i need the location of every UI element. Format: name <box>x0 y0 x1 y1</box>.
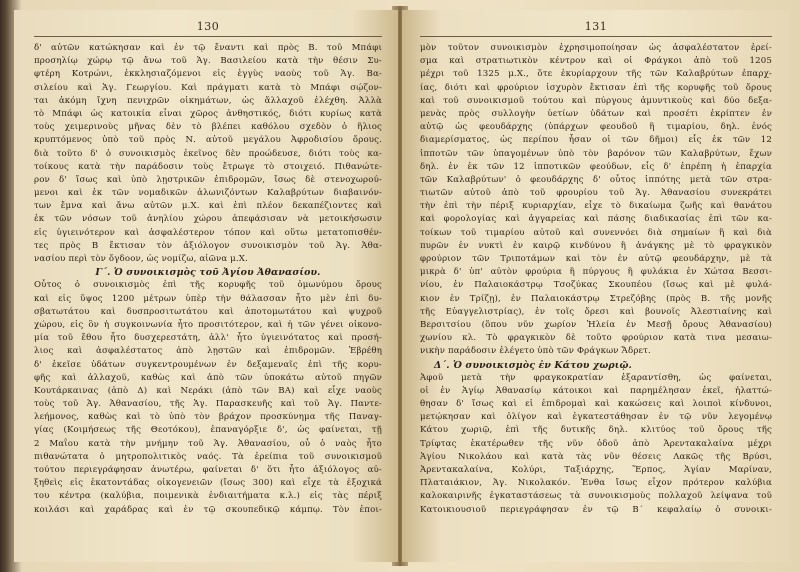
page-number-right: 131 <box>584 20 608 33</box>
text-line: κοιλάσι καὶ χαράδρας καὶ ἐν τῷ σκουπεδικῷ κάμπῳ. Τὸν ἐποι- <box>34 504 382 515</box>
text-line: μὸν τοῦτον συνοικισμὸν ἐχρησιμοποίησαν ὡς ἀσφαλέστατον ἐρεί- <box>420 43 772 53</box>
text-line: νίου, ἐν Παλαιοκάστρῳ Τσοζύκας Σκουπέου (ἴσως καὶ μὲ φυλά- <box>420 280 772 291</box>
text-line: Οὗτος ὁ συνοικισμὸς ἐπὶ τῆς κορυφῆς τοῦ ὁμωνύμου ὄρους <box>34 280 382 291</box>
text-line: χώρου, εἰς ὃν ἡ συγκοινωνία ἦτο προσιτότερον, καὶ ἡ τῶν γένει οἰκονο- <box>34 319 382 330</box>
text-line: φῆς καὶ ἀλλαχοῦ, καθὼς καὶ ἀπὸ τῶν ὑποκάτω αὐτοῦ πηγῶν <box>34 372 382 383</box>
text-line: καὶ τοῦ συνοικισμοῦ τούτου καὶ πύργους ἀμυντικοὺς καὶ δύο δεξα- <box>420 95 772 106</box>
text-line: οἱ ἐν Ἁγίῳ Ἀθανασίῳ κάτοικοι καὶ παρημέλησαν ἐκεῖ, ἠλαττώ- <box>420 385 772 396</box>
left-page <box>14 10 398 562</box>
text-line: Κουτάρκαινας (ἀπὸ Δ) καὶ Νεράκι (ἀπὸ τῶν ΒΑ) καὶ εἶχε ναοὺς <box>34 385 382 396</box>
text-line: των ἔμνα καὶ ἄνω αὐτῶν μ.Χ. καὶ ἐπὶ πλέον δεκαπέζιοντες καὶ <box>34 201 382 212</box>
text-line: Ἀρεντακαλαίνα, Κολύρι, Ταξιάρχης, Ἕρπος, Ἁγίαν Μαρίναν, <box>420 465 772 475</box>
text-line: λιος καὶ ἀσφαλέστατος ἀπὸ λῃστῶν καὶ ἐπιδρομῶν. Ἐβρέθη <box>34 346 382 357</box>
text-line: μενὰς πρὸς συλλογὴν ὑετίων ὑδάτων καὶ προσέτι ἐκρίπτεν ἐν <box>420 108 772 119</box>
text-line: τῶν Καλαβρύτων' ὁ φεουδάρχης δ' οὗτος ἱππότης μετὰ τῶν στρα- <box>420 174 772 185</box>
text-line: γίας (Κοιμήσεως τῆς Θεοτόκου), ἐπαναγόρξιε δ', ὡς φαίνεται, τῇ <box>34 425 382 436</box>
text-line: λεήμονος, καθὼς καὶ τὸ ὑπὸ τὸν βράχον προσκύνημα τῆς Παναγ- <box>34 412 382 423</box>
text-line: τοίκων τοῦ τιμαρίου αὐτοῦ καὶ συνεννόει διὰ σημαίων ἢ καὶ διὰ <box>420 227 772 238</box>
text-line: κρυπτόμενος ὑπὸ τοῦ πρὸς Ν. αὐτοῦ μεγάλου Ἀφροδισίου ὄρους. <box>34 135 382 146</box>
text-line: καὶ φορολογίας καὶ ἀγγαρείας καὶ πάσης διαδικασίας ἐπὶ τῶν κα- <box>420 214 772 225</box>
text-line: νικὴν παράδοσιν ἐλέγετο ὑπὸ τῶν Φράγκων Ἄδρετ. <box>420 346 651 357</box>
text-line: μία τοῦ ἔθου ἦτο δυσχερεστάτη, ἀλλ' ἦτο ὑγιεινότατος καὶ προσή- <box>34 333 382 344</box>
text-line: ται ἀκόμη ἴχνη πενιχρῶν οἰκημάτων, ὡς ἄλλαχοῦ ἐλέχθη. Ἀλλὰ <box>34 95 382 106</box>
text-line: τῆς Εὐαγγελιστρίας), ἐν τοῖς ὄρεσι καὶ βουνοῖς Ἀλεστιαίνης καὶ <box>420 306 772 317</box>
text-line: φτέρη Κοτρώνι, ἐκκλησιαζόμενοι εἰς ἐγγὺς ναοὺς τοῦ Ἁγ. Βα- <box>34 69 382 80</box>
text-line: καὶ εἰς ὕψος 1200 μέτρων ὑπὲρ τὴν θάλασσαν ἦτο μὲν ἐπὶ δυ- <box>34 293 382 304</box>
text-line: ίας, διότι καὶ φρούριον ἰσχυρὸν ἔκτισαν ἐπὶ τῆς κορυφῆς τοῦ ὄρους <box>420 82 772 93</box>
text-line: τοὺς τοῦ Ἁγ. Ἀθανασίου, τῆς Ἁγ. Παρασκευῆς καὶ τοῦ Ἁγ. Παντε- <box>34 399 382 410</box>
header-rule <box>420 36 772 37</box>
text-line: μικρὰ δ' ὑπ' αὐτὸν φρούρια ἢ πύργους ἢ φυλάκια ἐν Χώτσα Βεσσι- <box>420 267 772 278</box>
text-line: δ' ἐκεῖσε ὑδάτων συγκεντρουμένων ἐν δεξαμεναῖς ἐπὶ τῆς κορυ- <box>34 359 382 370</box>
text-line: Ἀφοῦ μετὰ τὴν φραγκοκρατίαν ἐξαραντίσθη, ὡς φαίνεται, <box>420 372 772 383</box>
text-line: μετῴκησαν καὶ ὀλίγον καὶ ἐγκατεστάθησαν ἐν τῷ νῦν λεγομένῳ <box>420 412 772 423</box>
text-line: τούτου περιεγράφησαν ἀνωτέρω, φαίνεται δ' ὅτι ἦτο ἀξιόλογος αὐ- <box>34 465 382 475</box>
text-line: καλοκαιρινῆς ἐγκαταστάσεως τὰ συνοικισμοὺς πολλαχοῦ λείψανα τοῦ <box>420 491 772 502</box>
text-line: Βερσιτσίου (ὅπου νῦν χωρίον Ἡλεία ἐν Μεσῇ ὄρους Ἀθανασίου) <box>420 319 772 330</box>
text-line: τες πρὸς Β ἔκτισαν τὸν ἀξιόλογον συνοικισμὸν τοῦ Ἁγ. Ἀθα- <box>34 240 382 251</box>
text-line: θησαν δ' ἴσως καὶ εἰ ἐπιδρομαὶ καὶ κακώσεις καὶ λοιποὶ κίνδυνοι, <box>420 399 772 410</box>
text-line: Τρίφτας ἑκατέρωθεν τῆς νῦν ὁδοῦ ἀπὸ Ἀρεντακαλαίνα μέχρι <box>420 438 772 449</box>
text-line: Πλαταιάκιον, Ἁγ. Νικολακόν. Ἐνθα ἴσως εἶχον πρότερον καλύβια <box>420 478 772 489</box>
text-line: φρούριον τῶν Τριποτάμων καὶ τὸν ἐν αὐτῷ φεουδάρχην, μὲ τὰ <box>420 254 772 264</box>
text-line: τιωτῶν αὐτοῦ ἀπὸ τοῦ φρουρίου τοῦ Ἁγ. Ἀθανασίου συνεκράτει <box>420 188 772 199</box>
text-line: χωνίου κλ. Τὸ φραγκικὸν δὲ τοῦτο φρούριον κατὰ τινα μεσαιω- <box>420 333 772 344</box>
text-line: Ἁγίου Νικολάου καὶ κατὰ τὰς νῦν θέσεις Λακῶς τῆς Βρύσι, <box>420 451 772 462</box>
right-page <box>402 10 790 562</box>
text-line: ἱπποτῶν τῶν ὑπαγομένων ὑπὸ τὸν βαρόνον τῶν Καλαβρύτων, ἔχων <box>420 148 772 159</box>
text-line: σβατωτάτου καὶ δυσπροσιτωτάτου καὶ ἀποτομωτάτου καὶ ψυχροῦ <box>34 306 382 317</box>
text-line: 2 Μαΐου κατὰ τὴν μνήμην τοῦ Ἁγ. Ἀθανασίου, οὗ ὁ ναὸς ἦτο <box>34 438 382 449</box>
text-line: σιλείου καὶ Ἁγ. Γεωργίου. Καὶ πράγματι κατὰ τὸ Μπάφι σῴζον- <box>34 82 382 93</box>
text-line: ξηθεὶς εἰς ἑκατοντάδας οἰκογενειῶν (ἴσως 300) καὶ εἶχε τὰ ἐξοχικά <box>34 478 382 489</box>
text-line: ἐκ τῶν νόσων τοῦ ἀνηλίου χώρου ἀπεφάσισαν νὰ μετοικήσωσιν <box>34 214 382 225</box>
section-heading: Δ΄. Ὁ συνοικισμὸς ἐν Κάτου χωριῷ. <box>434 359 632 371</box>
text-line: εἰς ὑγιεινότερον καὶ ἀσφαλέστερον τόπον καὶ οὕτω μετατοπισθέν- <box>34 227 382 238</box>
text-line: διαμερίσματος, ὡς περίπου ἦσαν οἱ τῶν δῆμοι) εἷς ἐκ τῶν 12 <box>420 135 772 146</box>
text-line: σμα καὶ στρατιωτικὸν κέντρον καὶ οἱ Φράγκοι ἀπὸ τοῦ 1205 <box>420 56 772 67</box>
text-line: νασίου περὶ τὸν ὄγδοον, ὡς νομίζω, αἰῶνα μ.Χ. <box>34 254 248 264</box>
text-line: μέχρι τοῦ 1325 μ.Χ., ὅτε ἐκυρίαρχουν τῆς τῶν Καλαβρύτων ἐπαρχ- <box>420 69 772 80</box>
text-line: μενοι καὶ ἐκ τῶν νομαδικῶν ἀλωνιζόντων Καλαβρύτων διαβαινόν- <box>34 188 382 199</box>
text-line: του κέντρα (καλύβια, ποιμενικὰ ἐνδιαιτήματα κ.λ.) εἰς τὰς πέριξ <box>34 491 382 502</box>
header-rule <box>34 36 382 37</box>
left-page-body <box>34 42 382 517</box>
text-line: διὰ τοῦτο δ' ὁ συνοικισμὸς ἐκεῖνος δὲν προώδευσε, διότι τοὺς κα- <box>34 148 382 159</box>
text-line: τοὺς χειμερινοὺς μῆνας δὲν τὸ βλέπει καθόλου σχεδὸν ὁ ἥλιος <box>34 122 382 133</box>
text-line: τὴν ἐπὶ τὴν πέριξ κυριαρχίαν, εἶχε τὸ δικαίωμα ζωῆς καὶ θανάτου <box>420 201 772 212</box>
right-page-body <box>420 42 772 517</box>
text-line: πυρῶν ἐν νυκτὶ ἐν καιρῷ κινδύνου ἢ ἀνάγκης μὲ τὸ φραγκικὸν <box>420 240 772 251</box>
text-line: κιον ἐν Τρίζῃ), ἐν Παλαιοκάστρῳ Στρεζόβης (πρὸς Β. τῆς μονῆς <box>420 293 772 304</box>
text-line: δηλ. ἐν ἐκ τῶν 12 ἱπποτικῶν φεούδων, εἷς δ' ἐπρέπη ἡ ἐπαρχία <box>420 161 772 172</box>
text-line: πιθανώτατα ὁ μητροπολιτικὸς ναός. Τὰ ἐρείπια τοῦ συνοικισμοῦ <box>34 451 382 462</box>
text-line: τοίκους κατὰ τὴν παράδοσιν τοὺς ἔτρωγε τὸ στοιχειό. Πιθανώτε- <box>34 161 382 172</box>
text-line: Κάτου χωριῷ, ἐπὶ τῆς δυτικῆς δηλ. κλιτύος τοῦ ὄρους τῆς <box>420 425 772 436</box>
page-number-left: 130 <box>196 20 220 33</box>
text-line: Κατοικιουσιοῦ περιεγράφησαν ἐν τῷ Β΄ κεφαλαίῳ ὁ συνοικι- <box>420 504 772 515</box>
text-line: ρον δ' ἴσως καὶ ὑπὸ λῃστρικῶν ἐπιδρομῶν, ἴσως δὲ στενοχωρού- <box>34 174 382 185</box>
text-line: προσηλίῳ χώρῳ τῷ ἄνω τοῦ Ἁγ. Βασιλείου κατὰ τὴν θέσιν Συ- <box>34 56 382 67</box>
text-line: δ' αὐτῶν κατώκησαν καὶ ἐν τῷ ἔναντι καὶ πρὸς Β. τοῦ Μπάφι <box>34 43 382 53</box>
section-heading: Γ΄. Ὁ συνοικισμὸς τοῦ Ἁγίου Ἀθανασίου. <box>95 267 321 279</box>
text-line: αὐτῷ ὡς φεουδάρχης (ὑπάρχων φεουδοῦ ἢ τιμαρίου, δηλ. ἐνός <box>420 122 772 133</box>
text-line: τὸ Μπάφι ὡς κατοικία εἶναι χῶρος ἀνθηστικός, διότι κυρίως κατὰ <box>34 108 382 119</box>
